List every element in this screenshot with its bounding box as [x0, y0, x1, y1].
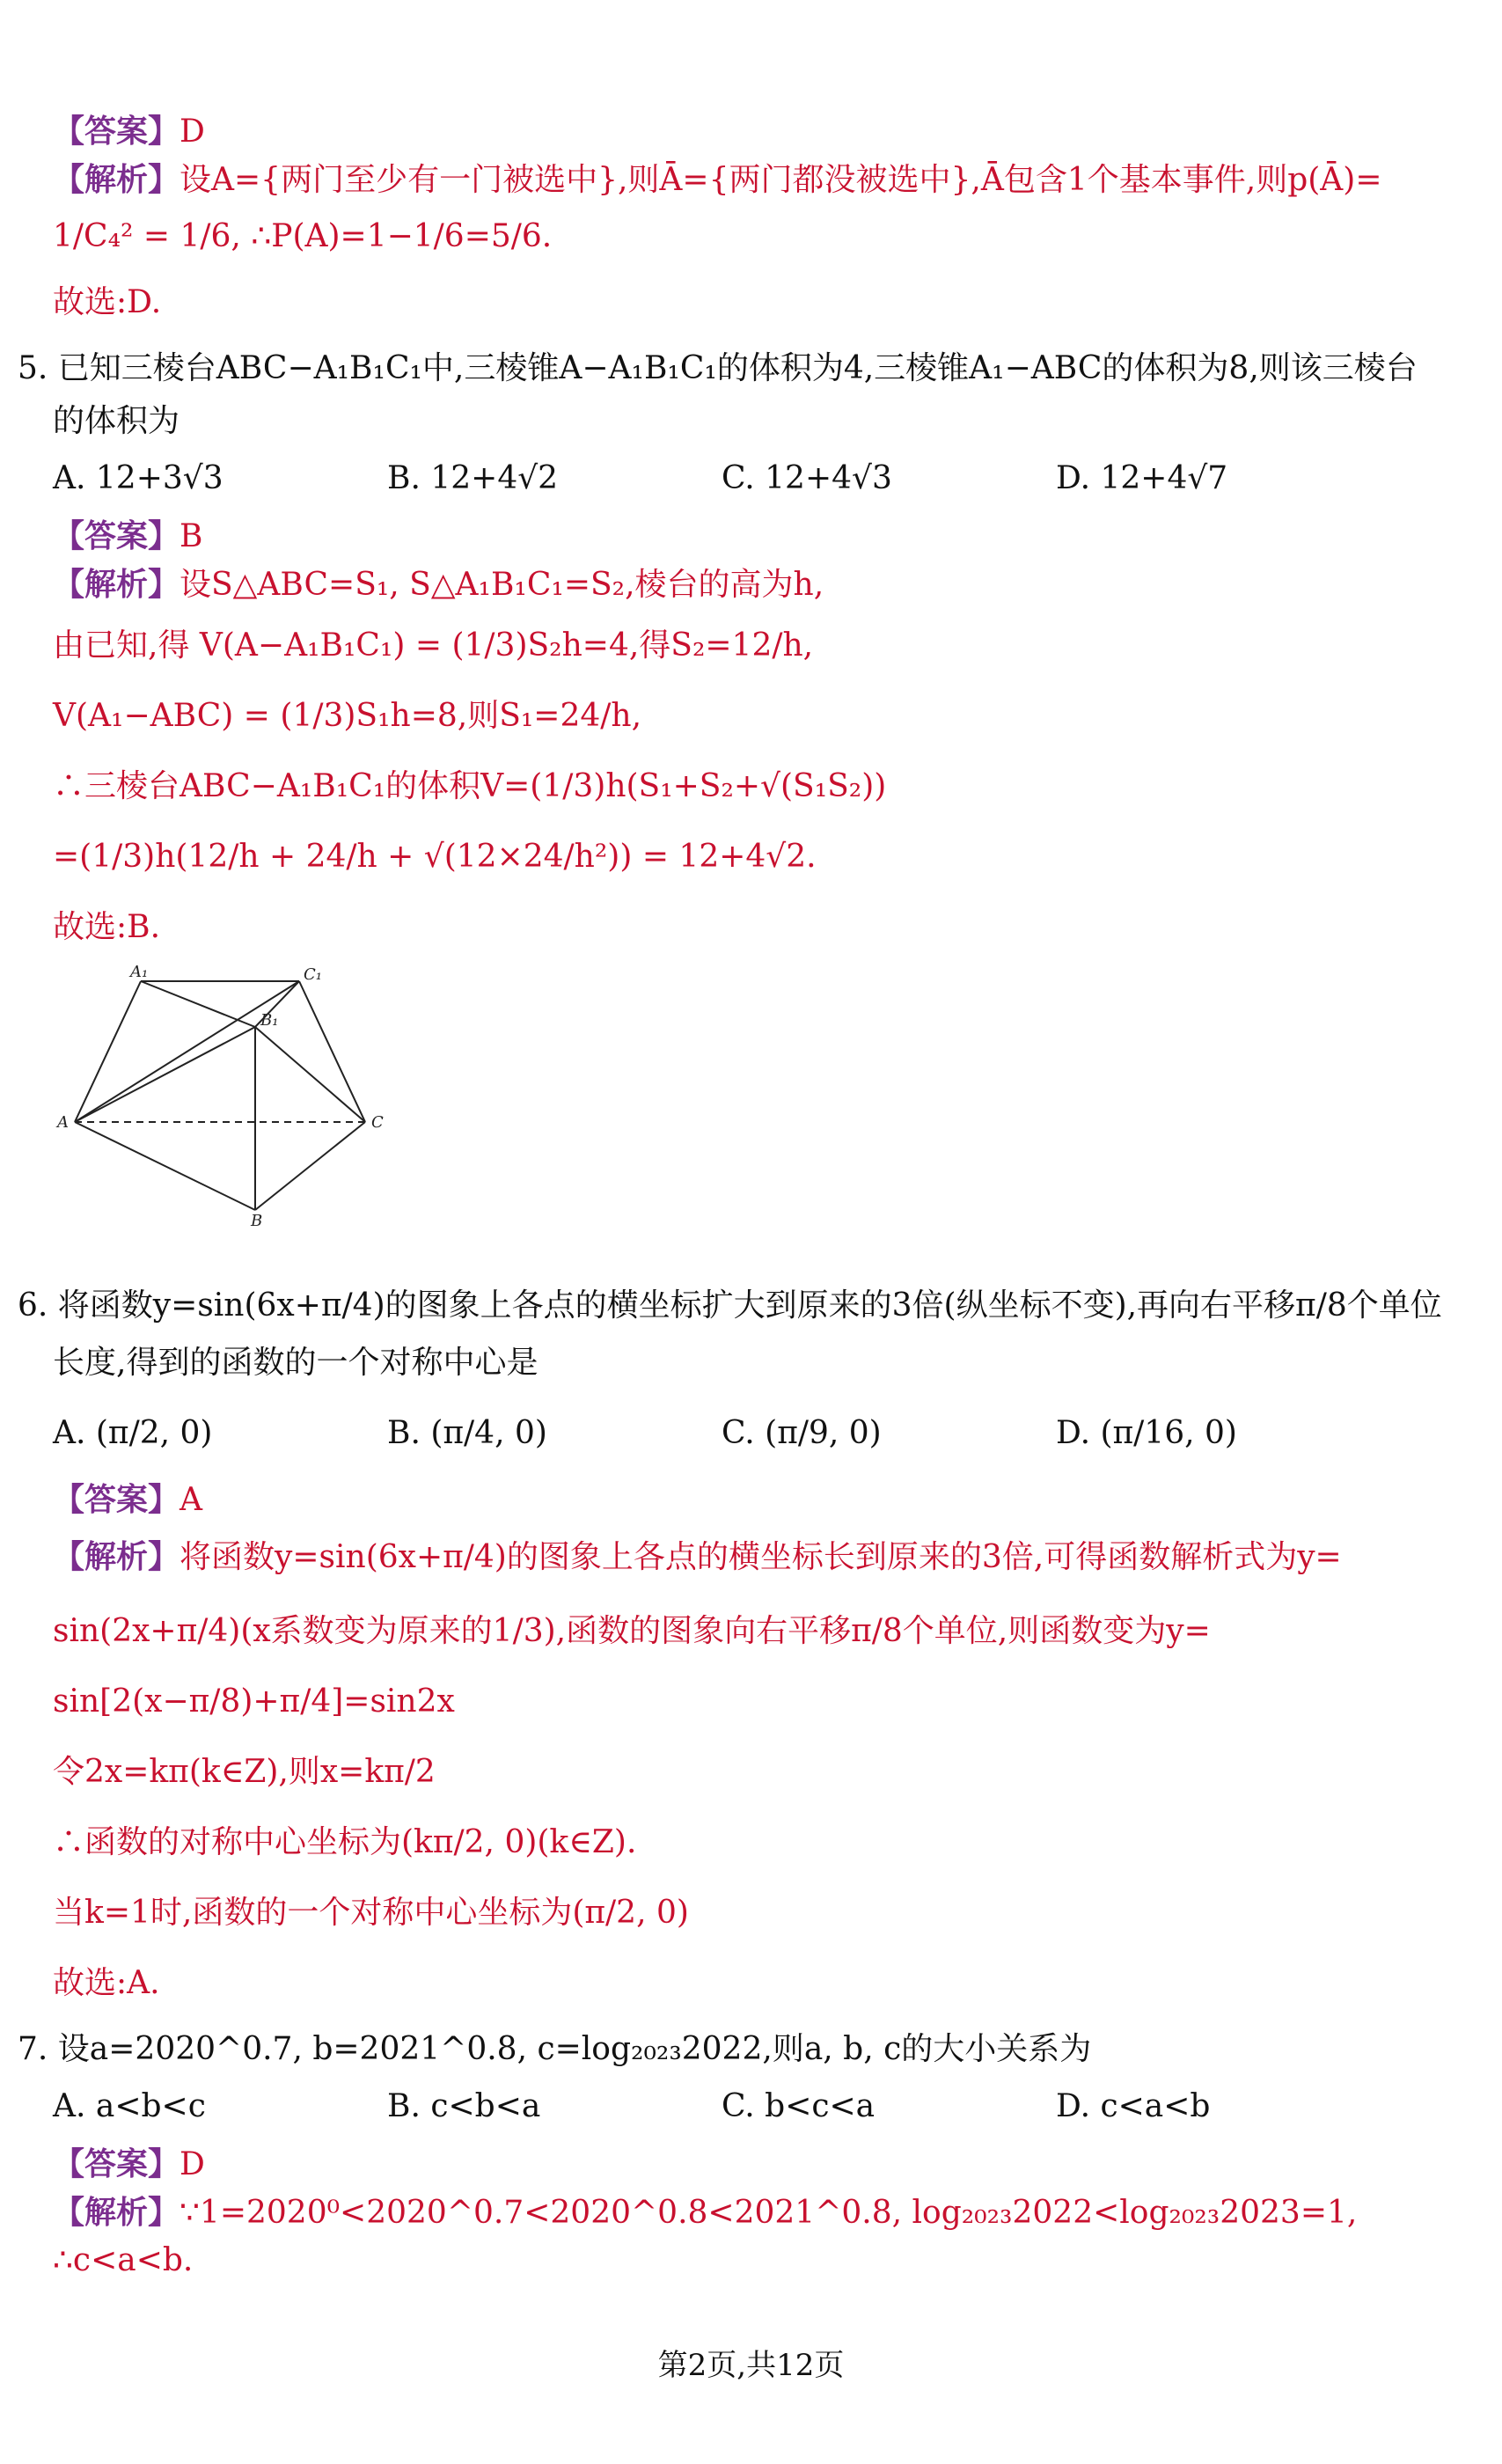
q6-analysis-line6: 当k=1时,函数的一个对称中心坐标为(π/2, 0): [53, 1895, 689, 1931]
q5-answer: 【答案】B: [53, 517, 203, 554]
q4-analysis-line1: 【解析】设A={两门至少有一门被选中},则Ā={两门都没被选中},Ā包含1个基本事件,则p(Ā)=: [53, 161, 1382, 198]
q5-stem-line1: 5. 已知三棱台ABC−A₁B₁C₁中,三棱锥A−A₁B₁C₁的体积为4,三棱锥A₁−ABC的体积为8,则该三棱台: [18, 350, 1418, 386]
q7-answer: 【答案】D: [53, 2145, 205, 2182]
q5-analysis-line5: =(1/3)h(12/h + 24/h + √(12×24/h²)) = 12+4√2.: [53, 839, 817, 875]
page-footer: 第2页,共12页: [657, 2348, 845, 2383]
q6-conclusion: 故选:A.: [53, 1965, 160, 2001]
q6-option-d: D. (π/16, 0): [1056, 1415, 1237, 1451]
q6-analysis-line1: 【解析】将函数y=sin(6x+π/4)的图象上各点的横坐标长到原来的3倍,可得函数解析式为y=: [53, 1538, 1342, 1575]
q4-analysis-line2: 1/C₄² = 1/6, ∴P(A)=1−1/6=5/6.: [53, 218, 553, 254]
q6-analysis-line5: ∴函数的对称中心坐标为(kπ/2, 0)(k∈Z).: [53, 1824, 637, 1860]
q6-option-a: A. (π/2, 0): [53, 1415, 213, 1451]
q7-analysis-line2: ∴c<a<b.: [53, 2242, 194, 2278]
q7-option-b: B. c<b<a: [387, 2088, 541, 2124]
label-c1: C₁: [304, 965, 322, 984]
label-c: C: [371, 1113, 384, 1132]
q5-option-a: A. 12+3√3: [53, 460, 223, 496]
q6-analysis-line4: 令2x=kπ(k∈Z),则x=kπ/2: [53, 1754, 436, 1790]
q7-option-d: D. c<a<b: [1056, 2088, 1211, 2124]
q6-option-b: B. (π/4, 0): [387, 1415, 547, 1451]
q6-stem-line2: 长度,得到的函数的一个对称中心是: [53, 1345, 539, 1381]
q5-analysis-line3: V(A₁−ABC) = (1/3)S₁h=8,则S₁=24/h,: [53, 698, 642, 734]
q7-option-a: A. a<b<c: [53, 2088, 206, 2124]
q4-answer: 【答案】D: [53, 113, 205, 150]
q7-option-c: C. b<c<a: [722, 2088, 876, 2124]
q5-conclusion: 故选:B.: [53, 909, 161, 945]
q6-analysis-line3: sin[2(x−π/8)+π/4]=sin2x: [53, 1683, 455, 1720]
q7-stem-line1: 7. 设a=2020^0.7, b=2021^0.8, c=log₂₀₂₃2022,则a, b, c的大小关系为: [18, 2031, 1092, 2067]
q6-analysis-line2: sin(2x+π/4)(x系数变为原来的1/3),函数的图象向右平移π/8个单位,则函数变为y=: [53, 1613, 1211, 1649]
q5-analysis-line1: 【解析】设S△ABC=S₁, S△A₁B₁C₁=S₂,棱台的高为h,: [53, 566, 824, 603]
label-a: A: [57, 1113, 69, 1132]
label-b1: B₁: [260, 1011, 279, 1030]
label-a1: A₁: [130, 964, 149, 981]
q5-analysis-line2: 由已知,得 V(A−A₁B₁C₁) = (1/3)S₂h=4,得S₂=12/h,: [53, 627, 814, 664]
frustum-figure: [53, 964, 405, 1228]
q5-analysis-line4: ∴三棱台ABC−A₁B₁C₁的体积V=(1/3)h(S₁+S₂+√(S₁S₂)): [53, 768, 887, 804]
q5-stem-line2: 的体积为: [53, 403, 180, 439]
q5-option-d: D. 12+4√7: [1056, 460, 1228, 496]
q6-answer: 【答案】A: [53, 1481, 203, 1518]
q4-conclusion: 故选:D.: [53, 284, 162, 320]
label-b: B: [251, 1212, 263, 1228]
q6-stem-line1: 6. 将函数y=sin(6x+π/4)的图象上各点的横坐标扩大到原来的3倍(纵坐标不变),再向右平移π/8个单位: [18, 1287, 1442, 1324]
q5-option-c: C. 12+4√3: [722, 460, 892, 496]
q6-option-c: C. (π/9, 0): [722, 1415, 882, 1451]
q7-analysis-line1: 【解析】∵1=2020⁰<2020^0.7<2020^0.8<2021^0.8, log₂₀₂₃2022<log₂₀₂₃2023=1,: [53, 2194, 1358, 2231]
q5-option-b: B. 12+4√2: [387, 460, 559, 496]
